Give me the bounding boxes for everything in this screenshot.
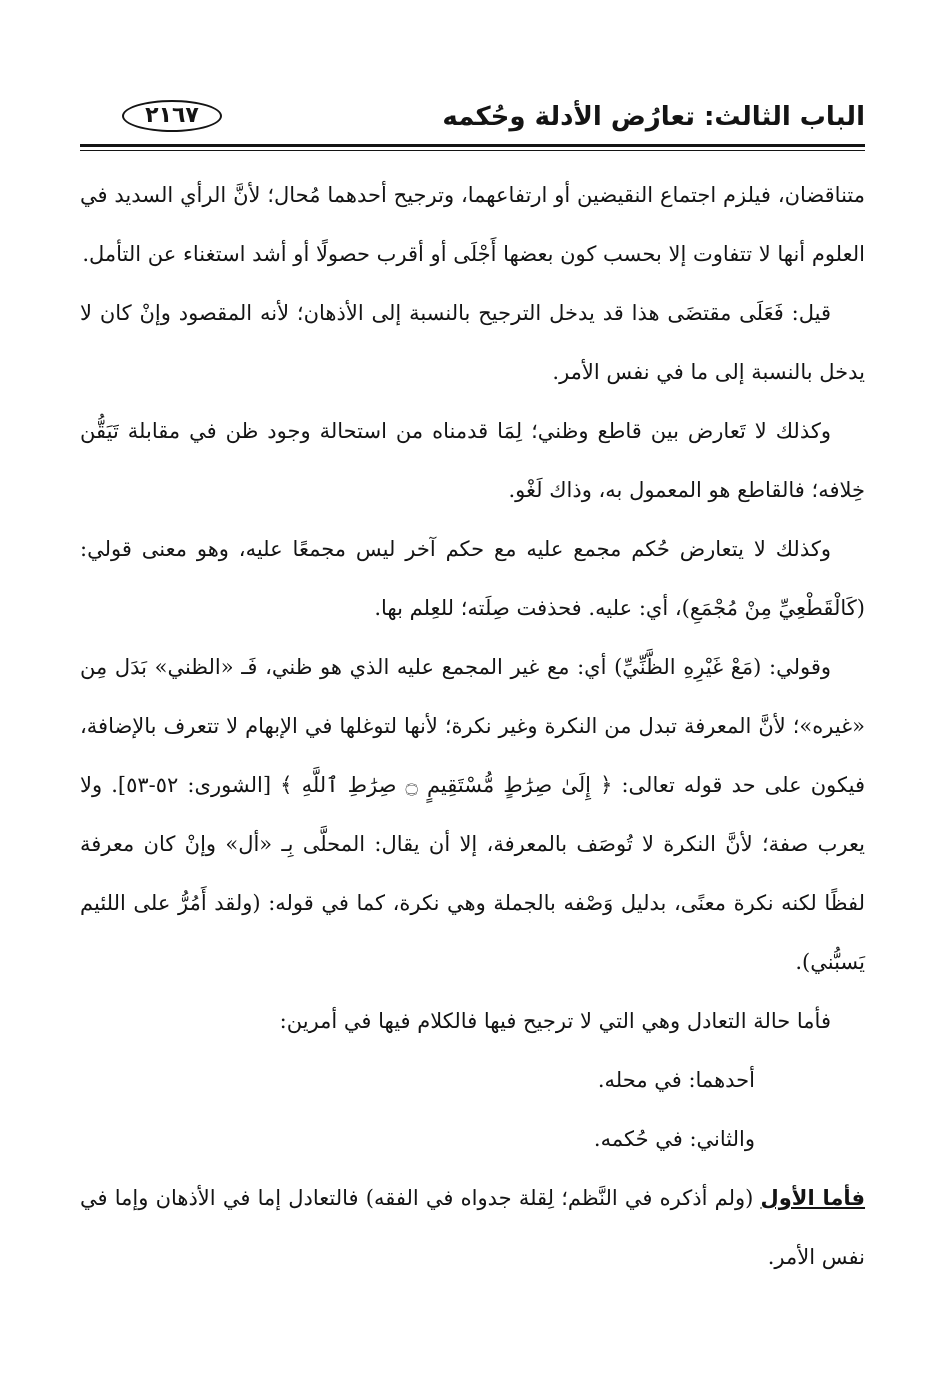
paragraph-2: قيل: فَعَلَى مقتضَى هذا قد يدخل الترجيح بالنسبة إلى الأذهان؛ لأنه المقصود وإنْ كان لا يدخل بالنسبة إلى ما في نفس الأمر. (80, 301, 865, 384)
header-rule-thin (80, 150, 865, 151)
paragraph-5: وقولي: (مَعْ غَيْرِهِ الظَّنِّيِّ) أي: مع غير المجمع عليه الذي هو ظني، فَـ «الظني» بَدَل مِن «غيره»؛ لأنَّ المعرفة تبدل من النكرة وغير نكرة؛ لأنها لتوغلها في الإبهام لا تتعرف بالإضافة، فيكون على حد قوله تعالى: ﴿ إِلَىٰ صِرَٰطٍ مُّسْتَقِيمٍ ۝ صِرَٰطِ ٱللَّهِ ﴾ [الشورى: ٥٢-٥٣]. ولا يعرب صفة؛ لأنَّ النكرة لا تُوصَف بالمعرفة، إلا أن يقال: المحلَّى بِـ «أل» وإنْ كان معرفة لفظًا لكنه نكرة معنًى، بدليل وَصْفه بالجملة وهي نكرة، كما في قوله: (ولقد أَمُرُّ على اللئيم يَسبُّني). (80, 655, 865, 974)
list-item-first: أحدهما: في محله. (597, 1068, 755, 1092)
page-header (80, 92, 865, 142)
page-body (80, 166, 865, 1287)
list-item-second: والثاني: في حُكمه. (593, 1127, 755, 1151)
header-rule-thick (80, 144, 865, 147)
paragraph-1: متناقضان، فيلزم اجتماع النقيضين أو ارتفاعهما، وترجيح أحدهما مُحال؛ لأنَّ الرأي السديد في العلوم أنها لا تتفاوت إلا بحسب كون بعضها أَجْلَى أو أقرب حصولًا أو أشد استغناء عن التأمل. (80, 183, 865, 266)
paragraph-3: وكذلك لا تَعارض بين قاطع وظني؛ لِمَا قدمناه من استحالة وجود ظن في مقابلة تَيَقُّن خِلافه؛ فالقاطع هو المعمول به، وذاك لَغْو. (80, 419, 865, 502)
paragraph-final-lead: فأما الأول (760, 1186, 866, 1210)
paragraph-final (80, 1169, 865, 1287)
paragraph-4: وكذلك لا يتعارض حُكم مجمع عليه مع حكم آخر ليس مجمعًا عليه، وهو معنى قولي: (كَالْقَطْعِيِّ مِنْ مُجْمَعِ)، أي: عليه. فحذفت صِلَته؛ للعِلم بها. (80, 537, 865, 620)
paragraph-6: فأما حالة التعادل وهي التي لا ترجيح فيها فالكلام فيها في أمرين: (279, 1009, 831, 1033)
paragraph-final-text: (ولم أذكره في النَّظم؛ لِقلة جدواه في الفقه) فالتعادل إما في الأذهان وإما في نفس الأمر. (80, 1186, 865, 1269)
page-number: ٢١٦٧ (122, 100, 222, 132)
chapter-title: الباب الثالث: تعارُض الأدلة وحُكمه (442, 102, 865, 132)
